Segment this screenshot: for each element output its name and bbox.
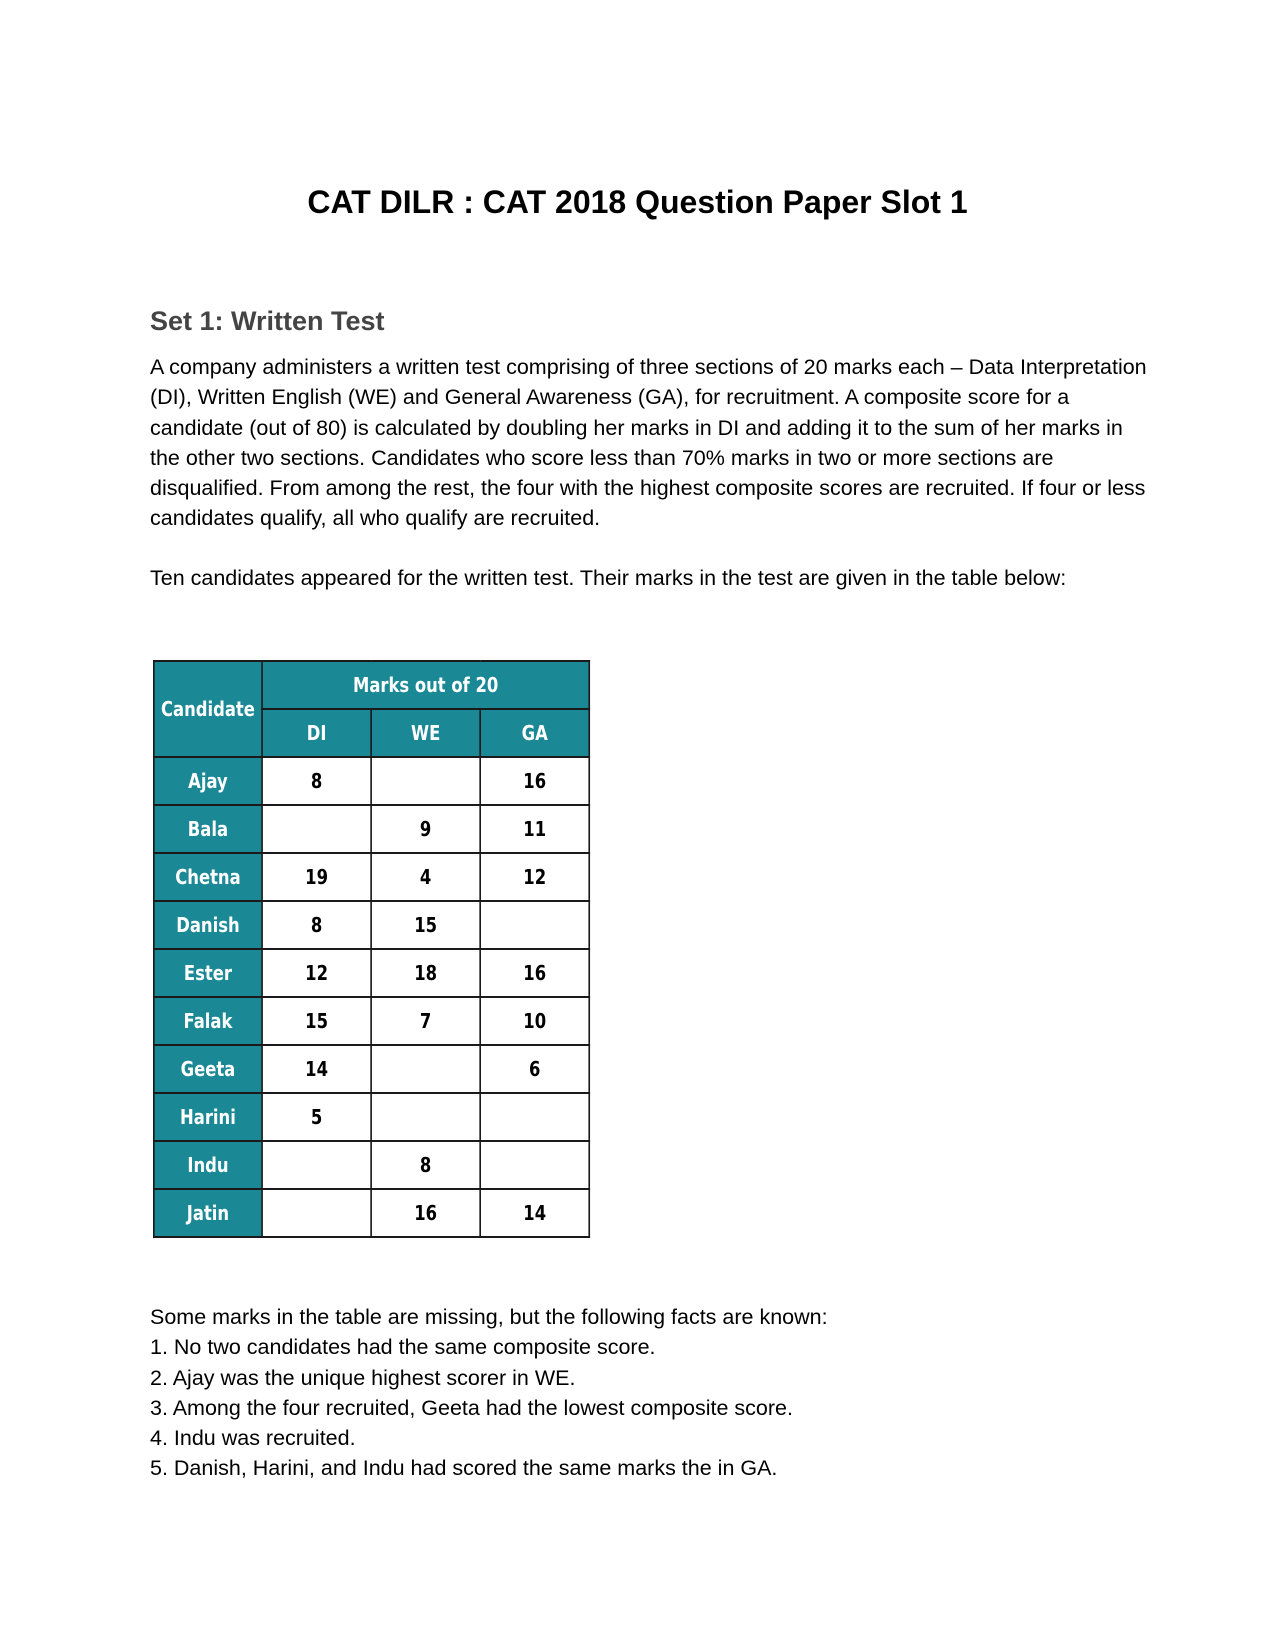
ga-cell: 12 <box>480 853 589 901</box>
di-cell: 14 <box>262 1045 371 1093</box>
di-cell: 8 <box>262 901 371 949</box>
page-title: CAT DILR : CAT 2018 Question Paper Slot 1 <box>307 184 968 220</box>
table-row <box>154 757 589 805</box>
di-cell <box>262 1141 371 1189</box>
candidate-name: Bala <box>154 805 262 853</box>
table-row <box>154 1045 589 1093</box>
table-row <box>154 997 589 1045</box>
candidate-header: Candidate <box>154 661 262 757</box>
table-row <box>154 1093 589 1141</box>
facts-list <box>150 1302 1150 1484</box>
ga-cell: 11 <box>480 805 589 853</box>
candidate-name: Indu <box>154 1141 262 1189</box>
we-cell: 4 <box>371 853 480 901</box>
marks-table <box>153 660 590 1238</box>
we-header: WE <box>371 709 480 757</box>
di-header: DI <box>262 709 371 757</box>
ga-cell: 14 <box>480 1189 589 1237</box>
ga-cell <box>480 1141 589 1189</box>
ga-cell: 16 <box>480 949 589 997</box>
we-cell: 7 <box>371 997 480 1045</box>
we-cell <box>371 757 480 805</box>
di-cell: 19 <box>262 853 371 901</box>
ga-cell: 10 <box>480 997 589 1045</box>
set-heading: Set 1: Written Test <box>150 306 385 336</box>
facts-intro: Some marks in the table are missing, but the following facts are known: <box>150 1305 828 1329</box>
table-row <box>154 853 589 901</box>
ga-cell: 16 <box>480 757 589 805</box>
candidate-name: Ester <box>154 949 262 997</box>
candidate-name: Chetna <box>154 853 262 901</box>
we-cell: 15 <box>371 901 480 949</box>
fact-item: 4. Indu was recruited. <box>150 1426 356 1451</box>
candidate-name: Jatin <box>154 1189 262 1237</box>
candidate-name: Harini <box>154 1093 262 1141</box>
we-cell <box>371 1045 480 1093</box>
ga-cell: 6 <box>480 1045 589 1093</box>
ga-cell <box>480 901 589 949</box>
table-row <box>154 805 589 853</box>
marks-group-header: Marks out of 20 <box>262 661 589 709</box>
candidate-name: Geeta <box>154 1045 262 1093</box>
di-cell <box>262 805 371 853</box>
di-cell: 5 <box>262 1093 371 1141</box>
candidate-name: Ajay <box>154 757 262 805</box>
we-cell: 9 <box>371 805 480 853</box>
di-cell <box>262 1189 371 1237</box>
we-cell: 18 <box>371 949 480 997</box>
table-row <box>154 1141 589 1189</box>
fact-item: 3. Among the four recruited, Geeta had the lowest composite score. <box>150 1395 793 1420</box>
table-row <box>154 1189 589 1237</box>
di-cell: 12 <box>262 949 371 997</box>
table-row <box>154 949 589 997</box>
we-cell <box>371 1093 480 1141</box>
table-row <box>154 901 589 949</box>
di-cell: 8 <box>262 757 371 805</box>
intro-paragraph: A company administers a written test comprising of three sections of 20 marks each – Data Interpretation (DI), Written English (WE) and General Awareness (GA), for recruitment. A composite score for a candidate (out of 80) is calculated by doubling her marks in DI and adding it to the sum of her marks in the other two sections. Candidates who score less than 70% marks in two or more sections are disqualified. From among the rest, the four with the highest composite scores are recruited. If four or less candidates qualify, all who qualify are recruited. <box>150 355 1147 531</box>
ga-header: GA <box>480 709 589 757</box>
ga-cell <box>480 1093 589 1141</box>
fact-item: 5. Danish, Harini, and Indu had scored the same marks the in GA. <box>150 1456 778 1481</box>
table-intro-paragraph: Ten candidates appeared for the written test. Their marks in the test are given in the table below: <box>150 566 1067 590</box>
candidate-name: Falak <box>154 997 262 1045</box>
fact-item: 1. No two candidates had the same composite score. <box>150 1335 656 1360</box>
we-cell: 16 <box>371 1189 480 1237</box>
candidate-name: Danish <box>154 901 262 949</box>
fact-item: 2. Ajay was the unique highest scorer in WE. <box>150 1365 576 1390</box>
we-cell: 8 <box>371 1141 480 1189</box>
di-cell: 15 <box>262 997 371 1045</box>
